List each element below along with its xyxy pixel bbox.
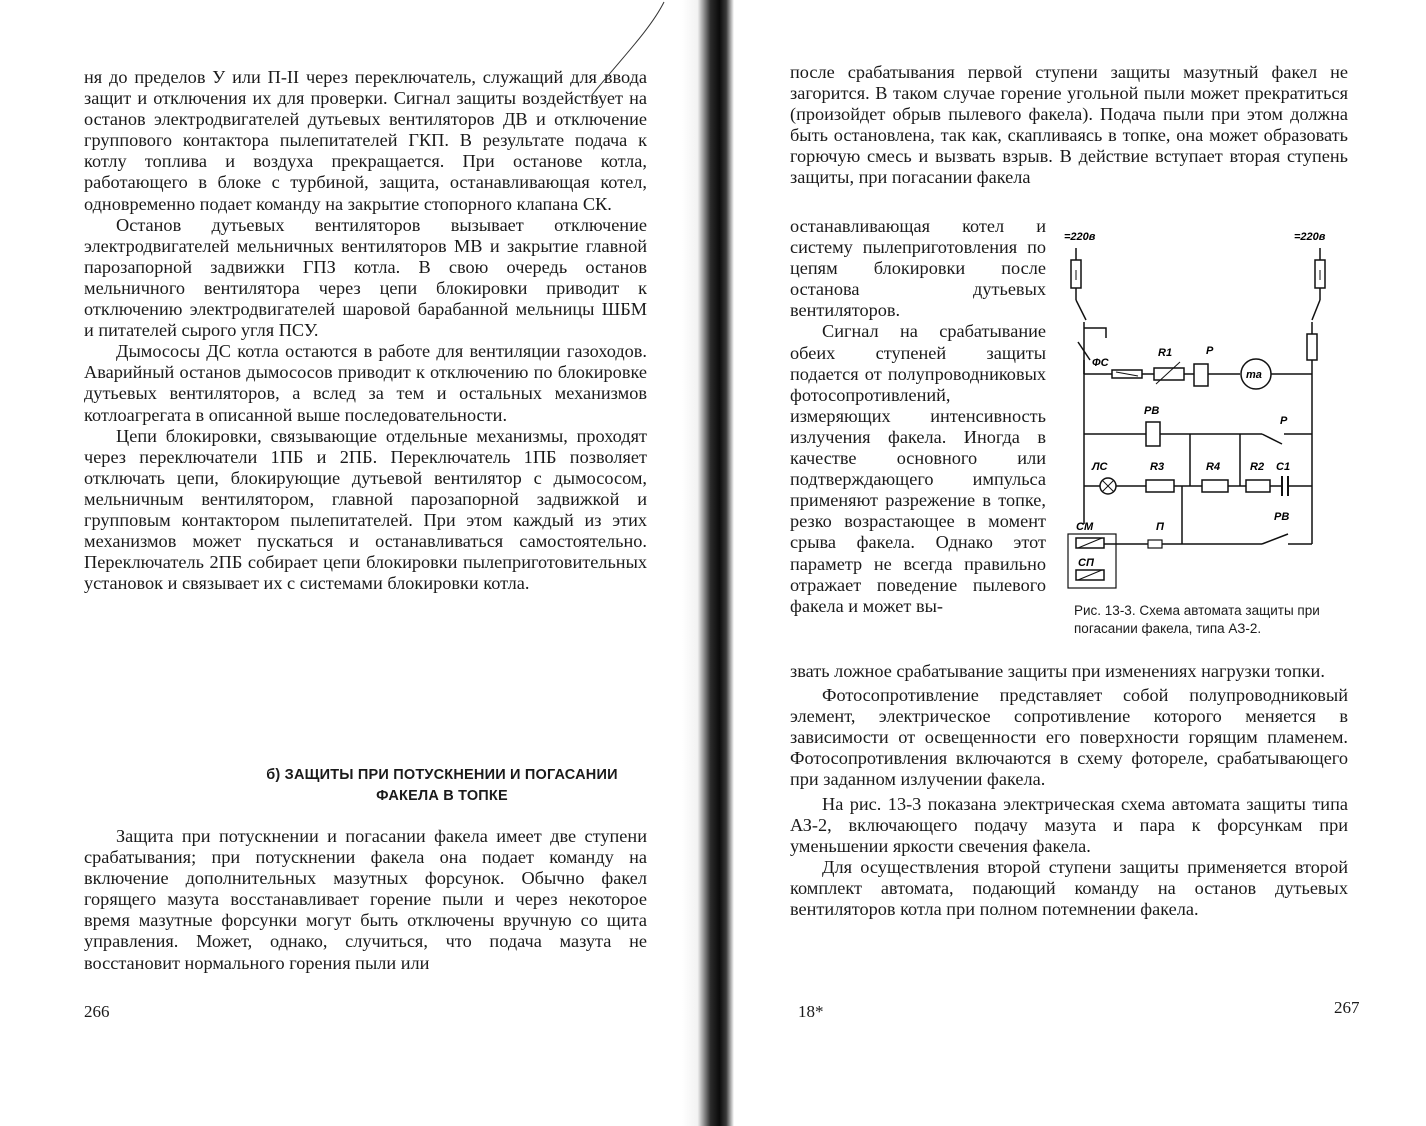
relay-p-icon — [1194, 364, 1208, 386]
section-heading-line: б) ЗАЩИТЫ ПРИ ПОТУСКНЕНИИ И ПОГАСАНИИ — [266, 767, 618, 783]
paragraph: ня до пределов У или П-II через переключатель, служащий для ввода защит и отключения их для проверки. Сигнал защиты воздействует на останов электродвигателей дутьевых вентиляторов ДВ и отключение группового контактора пылепитателей ГКП. В результате подача к котлу топлива и воздуха прекращается. При останове котла, работающего в блоке с турбиной, защита, останавливающая котел, одновременно подает команду на закрытие стопорного клапана СК. — [84, 67, 647, 214]
supply-left-label: =220в — [1064, 231, 1096, 243]
paragraph: Фотосопротивление представляет собой полупроводниковый элемент, электрическое сопротивление которого меняется в зависимости от освещенности его поверхности горящим пламенем. Фотосопротивления включаются в схему фотореле, срабатывающего при заданном излучении факела. — [790, 685, 1348, 790]
left-body-text — [84, 67, 647, 594]
page-number: 267 — [1334, 998, 1360, 1017]
resistor-r3-icon — [1146, 480, 1174, 492]
circuit-diagram — [1062, 224, 1352, 594]
r1-label: R1 — [1158, 347, 1173, 359]
paragraph: На рис. 13-3 показана электрическая схема автомата защиты типа АЗ-2, включающего подачу мазута и пара к форсункам при уменьшении яркости свечения факела. — [790, 793, 1348, 856]
paragraph: Сигнал на срабатывание обеих ступеней защиты подается от полупроводниковых фотосопротивлений, измеряющих интенсивность излучения факела. Иногда в качестве основного или подтверждающего импульса применяют разрежение в топке, резко возрастающее в момент срыва факела. Однако этот параметр не всегда правильно отражает поведение пылевого факела и может вы- — [790, 321, 1046, 616]
paragraph: Защита при потускнении и погасании факела имеет две ступени срабатывания; при потускнении факела она подает команду на включение дополнительных мазутных форсунок. Обычно факел горящего мазута восстанавливает горение пыли и через некоторое время мазутные форсунки могут быть отключены вручную со щита управления. Может, однако, случиться, что подача мазута не восстановит нормального горения пыли или — [84, 826, 647, 973]
r3-label: R3 — [1150, 461, 1165, 473]
r4-label: R4 — [1206, 461, 1221, 473]
p-contact-label: Р — [1280, 415, 1288, 427]
contact-p-switch-icon — [1148, 540, 1162, 548]
switch-right-icon — [1312, 300, 1320, 320]
ma-label: mа — [1246, 369, 1262, 381]
resistor-r2-icon — [1246, 480, 1270, 492]
supply-right-label: =220в — [1294, 231, 1326, 243]
rv-label: РВ — [1144, 405, 1160, 417]
section-heading — [222, 765, 662, 807]
pen-mark — [580, 0, 670, 100]
resistor-r1-icon — [1154, 368, 1184, 380]
signature-mark: 18* — [798, 1002, 824, 1021]
page-number: 266 — [84, 1002, 110, 1021]
r2-label: R2 — [1250, 461, 1265, 473]
fs-label: ФС — [1092, 357, 1109, 369]
left-page — [0, 0, 682, 1126]
contact-p-icon — [1262, 434, 1282, 444]
section-heading-line: ФАКЕЛА В ТОПКЕ — [376, 788, 508, 804]
section-body-text — [84, 826, 647, 974]
rv-contact-label: РВ — [1274, 511, 1290, 523]
sm-label: СМ — [1076, 521, 1094, 533]
figure-caption: Рис. 13-3. Схема автомата защиты при погасании факела, типа АЗ-2. — [1074, 603, 1320, 636]
book-spine — [682, 0, 734, 1126]
paragraph: Для осуществления второй ступени защиты применяется второй комплект автомата, подающий команду на останов дутьевых вентиляторов котла при полном потемнении факела. — [790, 856, 1348, 920]
right-page — [734, 0, 1426, 1126]
fuse-inner-icon — [1307, 334, 1317, 360]
p-label: Р — [1206, 345, 1214, 357]
contact-rv-icon — [1262, 534, 1288, 544]
relay-rv-icon — [1146, 422, 1160, 446]
paragraph: останавливающая котел и систему пылеприготовления по цепям блокировки после останова дутьевых вентиляторов. — [790, 216, 1046, 321]
c1-label: С1 — [1276, 461, 1291, 473]
paragraph: Дымососы ДС котла остаются в работе для вентиляции газоходов. Аварийный останов дымососов приводит к отключению по блокировке дутьевых вентиляторов, а вслед за тем и остальных механизмов котлоагрегата в описанной выше последовательности. — [84, 341, 647, 425]
resistor-r4-icon — [1202, 480, 1228, 492]
paragraph: после срабатывания первой ступени защиты мазутный факел не загорится. В таком случае горение угольной пыли может прекратиться (произойдет обрыв пылевого факела). Подача пыли при этом должна быть остановлена, так как, скапливаясь в топке, она может образовать горючую смесь и вызвать взрыв. В действие вступает вторая ступень защиты, при погасании факела — [790, 62, 1348, 188]
paragraph: звать ложное срабатывание защиты при изменениях нагрузки топки. — [790, 661, 1325, 681]
ls-label: ЛС — [1092, 461, 1108, 473]
wrapped-text — [790, 216, 1046, 617]
paragraph: Цепи блокировки, связывающие отдельные механизмы, проходят через переключатели 1ПБ и 2ПБ. Переключатель 1ПБ позволяет отключать цепи, блокирующие дутьевой вентилятор с дымососом, мельничным вентилятором, главной парозапорной задвижкой и групповым контактором пылепитателей. При этом каждый из этих механизмов может пускаться и останавливаться самостоятельно. Переключатель 2ПБ собирает цепи блокировки пылеприготовительных установок и связывает их с системами блокировки котла. — [84, 425, 647, 594]
paragraph: Останов дутьевых вентиляторов вызывает отключение электродвигателей мельничных вентиляторов МВ и закрытие главной парозапорной задвижки ГПЗ котла. В свою очередь останов мельничного вентилятора через цепи блокировки приводит к отключению электродвигателей шаровой барабанной мельницы ШБМ и питателей сырого угля ПСУ. — [84, 214, 647, 341]
p-switch-label: П — [1156, 521, 1164, 533]
right-body-text — [790, 661, 1348, 920]
right-top-text — [790, 62, 1348, 189]
switch-left-icon — [1076, 300, 1086, 320]
sp-label: СП — [1078, 557, 1094, 569]
